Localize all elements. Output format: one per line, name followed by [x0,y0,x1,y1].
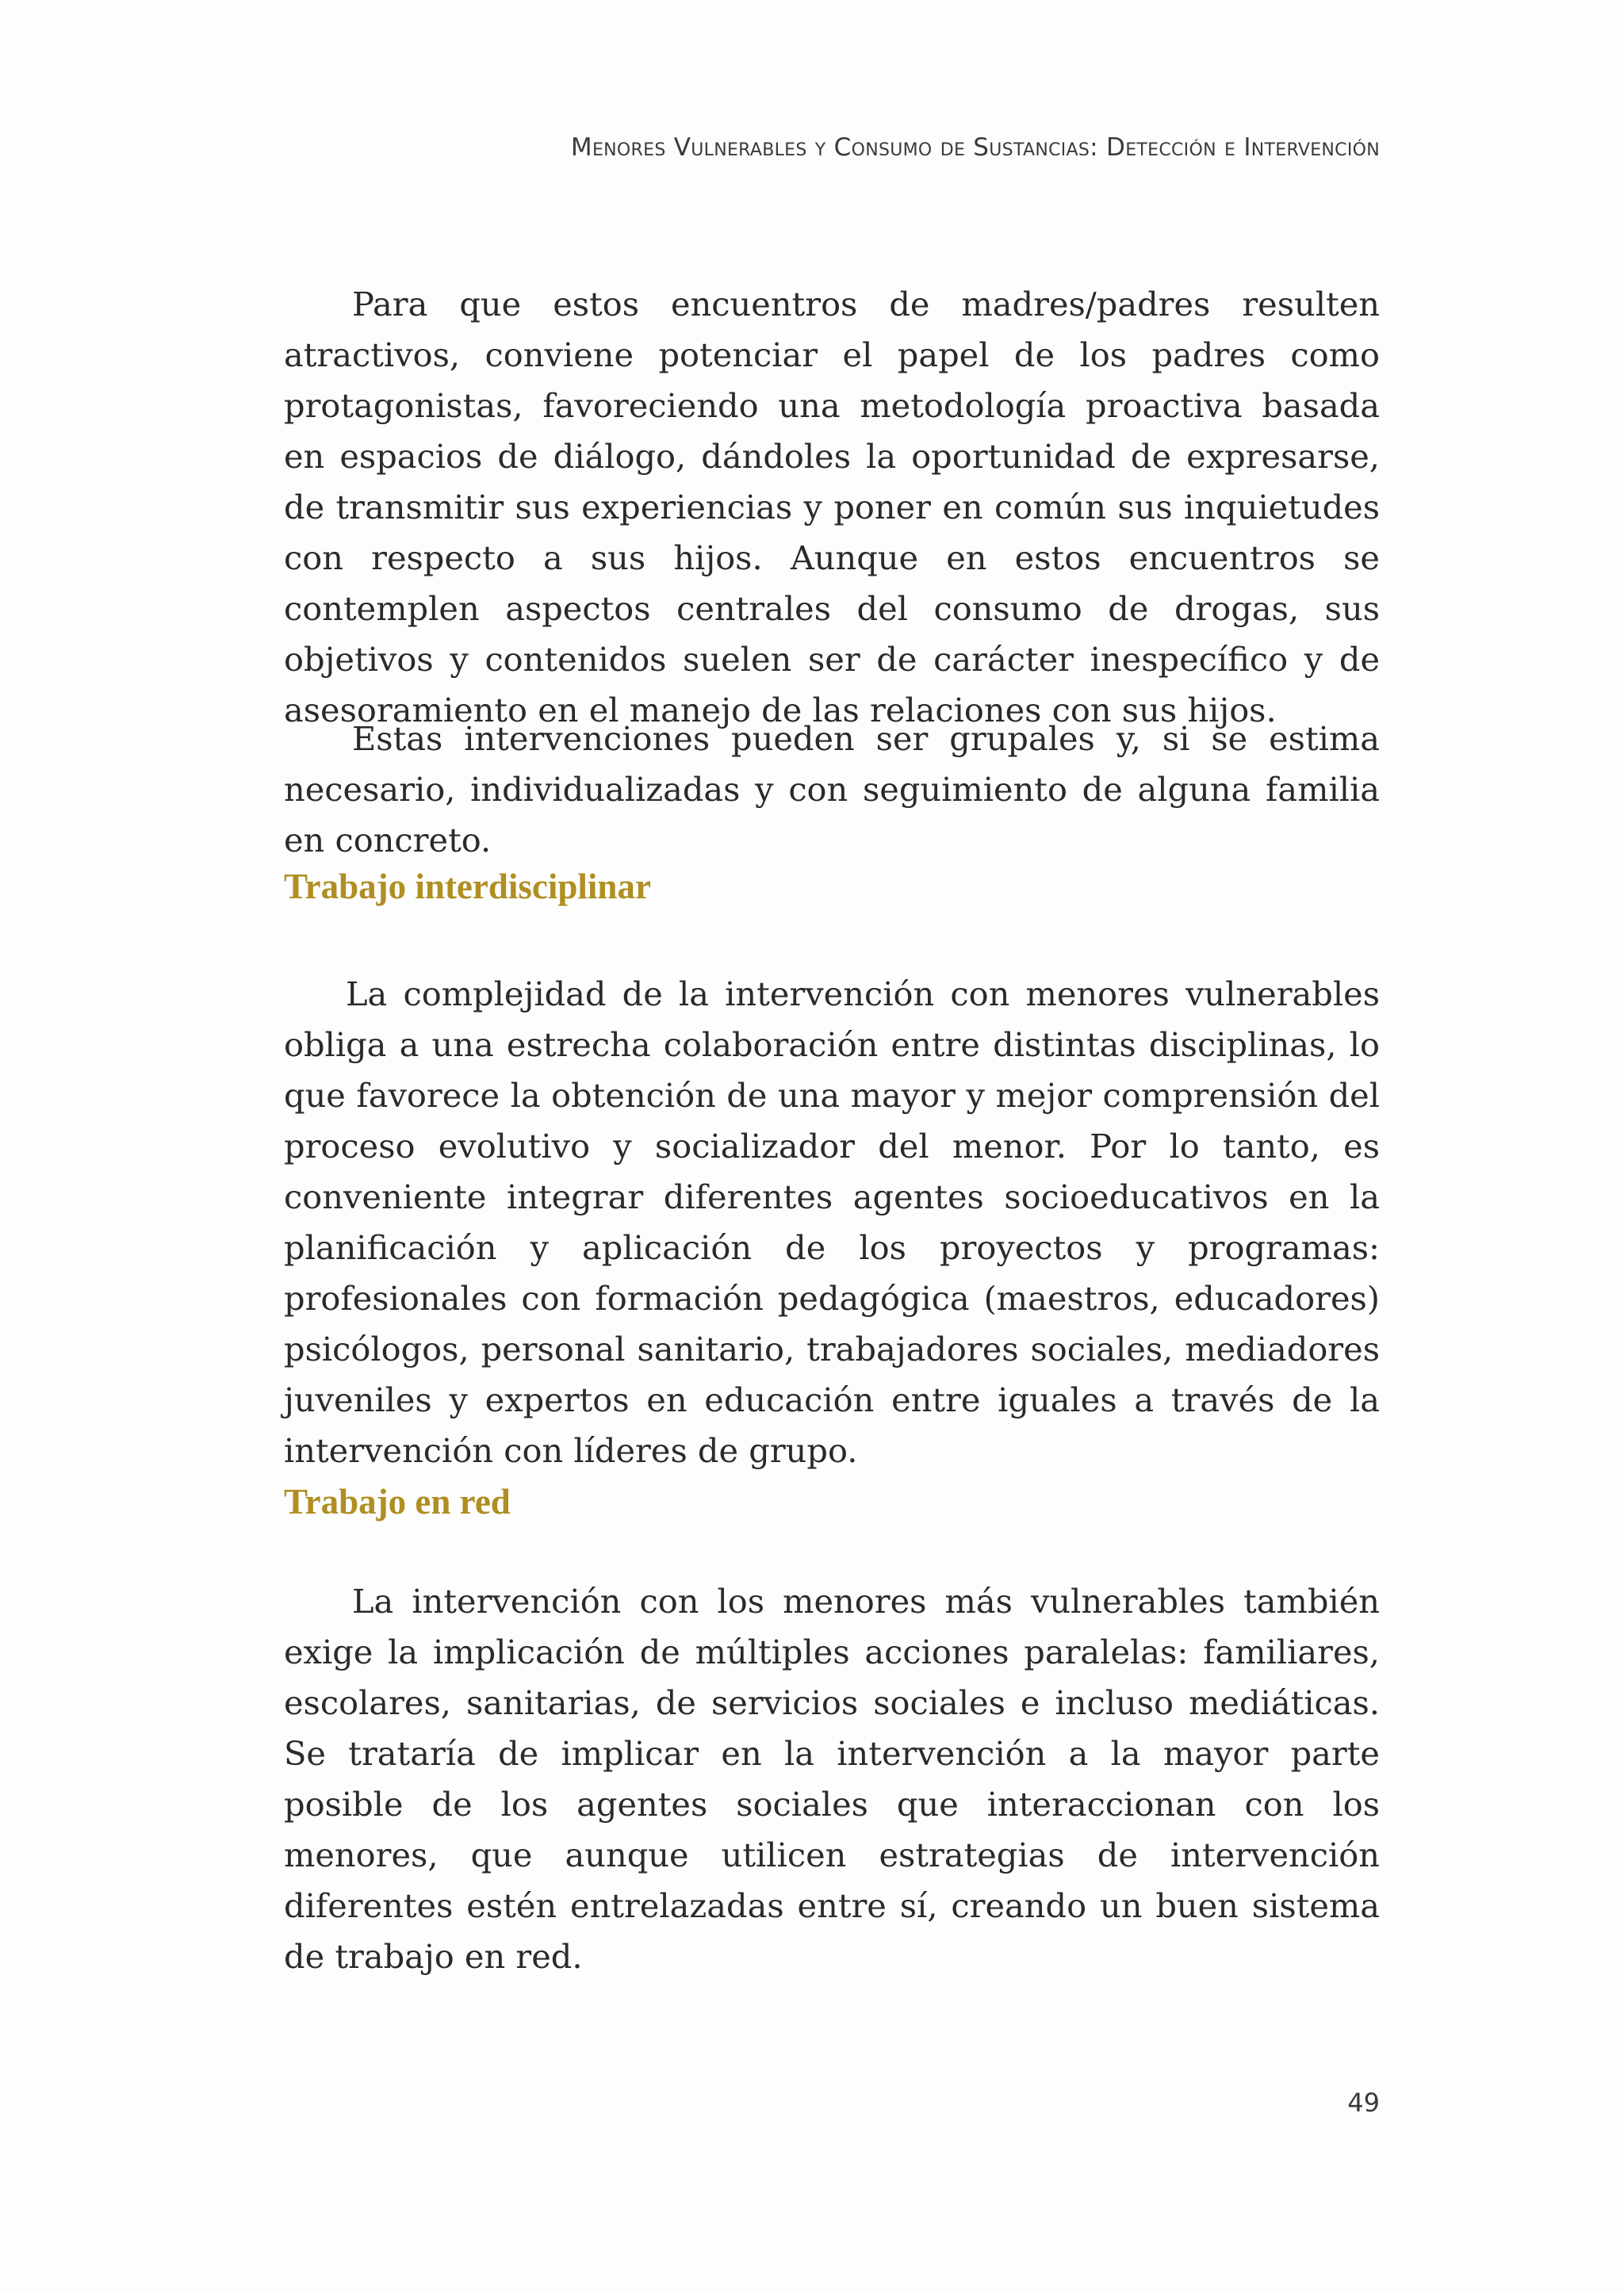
section-heading-network: Trabajo en red [284,1482,511,1522]
paragraph-group-interventions: Estas intervenciones pueden ser grupales y, si se estima necesario, individualizadas y con seguimiento de alguna familia en concreto. [284,719,1380,859]
paragraph-parent-meetings: Para que estos encuentros de madres/padres resulten atractivos, conviene potenciar el papel de los padres como protagonistas, favoreciendo una metodología proactiva basada en espacios de diálogo, dándoles la oportunidad de expresarse, de transmitir sus experiencias y poner en común sus inquietudes con respecto a sus hijos. Aunque en estos encuentros se contemplen aspectos centrales del consumo de drogas, sus objetivos y contenidos suelen ser de carácter inespecífico y de asesoramiento en el manejo de las relaciones con sus hijos. [284,285,1380,729]
paragraph-interdisciplinary: La complejidad de la intervención con menores vulnerables obliga a una estrecha colaboración entre distintas disciplinas, lo que favorece la obtención de una mayor y mejor comprensión del proceso evolutivo y socializador del menor. Por lo tanto, es conveniente integrar diferentes agentes socioeducativos en la planificación y aplicación de los proyectos y programas: profesionales con formación pedagógica (maestros, educadores) psicólogos, personal sanitario, trabajadores sociales, mediadores juveniles y expertos en educación entre iguales a través de la intervención con líderes de grupo. [284,974,1380,1470]
section-heading-interdisciplinary: Trabajo interdisciplinar [284,867,651,906]
running-header: Menores Vulnerables y Consumo de Sustancias: Detección e Intervención [570,133,1380,162]
paragraph-network: La intervención con los menores más vulnerables también exige la implicación de múltiples acciones paralelas: familiares, escolares, sanitarias, de servicios sociales e incluso mediáticas. Se trataría de implicar en la intervención a la mayor parte posible de los agentes sociales que interaccionan con los menores, que aunque utilicen estrategias de intervención diferentes estén entrelazadas entre sí, creando un buen sistema de trabajo en red. [284,1582,1380,1976]
page-number: 49 [1347,2088,1380,2118]
